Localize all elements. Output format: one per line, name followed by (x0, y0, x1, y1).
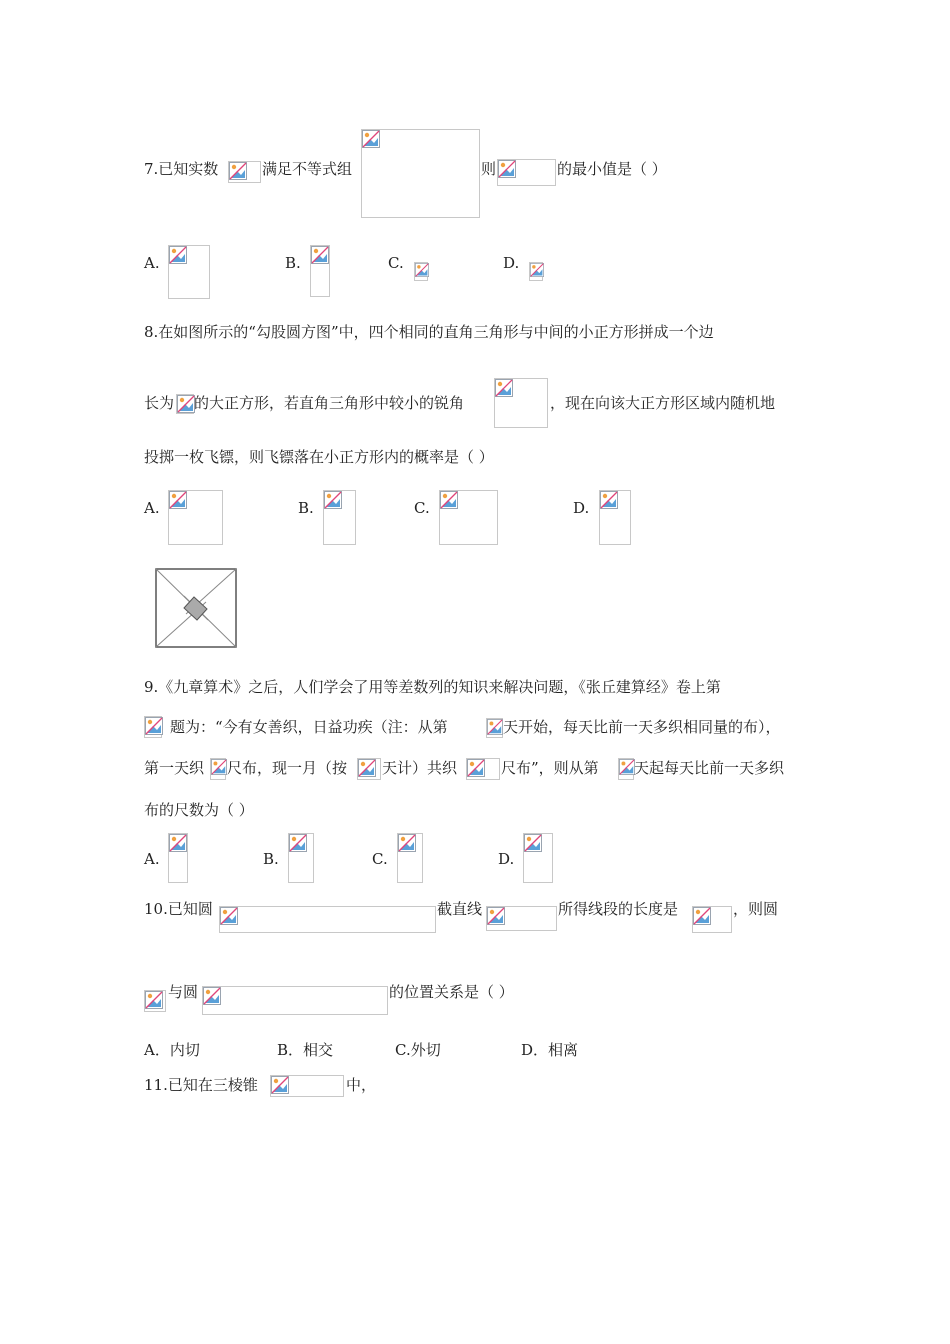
q8-line-1: 8.在如图所示的“勾股圆方图”中，四个相同的直角三角形与中间的小正方形拼成一个边 (144, 323, 714, 341)
formula-image (168, 833, 188, 883)
gougu-square-diagram (150, 566, 242, 650)
broken-image-icon (177, 395, 195, 413)
formula-image (494, 378, 548, 428)
formula-image (323, 490, 356, 545)
formula-image (219, 906, 436, 933)
q8-option-c: C. (414, 499, 430, 517)
q7-option-a: A. (144, 254, 160, 272)
q8-option-b: B. (298, 499, 314, 517)
q8-line-2a: 长为 (144, 394, 175, 412)
formula-image (210, 758, 226, 780)
q7-stem-b: 满足不等式组 (262, 160, 353, 178)
broken-image-icon (467, 759, 485, 777)
q9-line-3a: 第一天织 (144, 759, 205, 777)
q10-line-2a: 与圆 (168, 983, 199, 1001)
formula-image (270, 1075, 344, 1097)
broken-image-icon (440, 491, 458, 509)
formula-image (486, 906, 557, 931)
q8-option-d: D. (573, 499, 590, 517)
formula-image (439, 490, 498, 545)
q10-option-d: D．相离 (521, 1041, 579, 1059)
formula-image (168, 245, 210, 299)
q9-line-3c: 天计）共织 (382, 759, 458, 777)
formula-image (692, 906, 732, 933)
broken-image-icon (358, 759, 376, 777)
broken-image-icon (271, 1076, 289, 1094)
formula-image (618, 758, 634, 780)
formula-image (176, 394, 194, 414)
broken-image-icon (487, 719, 503, 735)
q8-option-a: A. (144, 499, 160, 517)
q9-line-2a: 题为：“今有女善织，日益功疾（注：从第 (170, 718, 448, 736)
formula-image (168, 490, 223, 545)
q9-line-4: 布的尺数为（ ） (144, 801, 254, 819)
formula-image (486, 718, 503, 738)
formula-image (144, 990, 166, 1012)
q11-stem-b: 中， (346, 1076, 377, 1094)
formula-image (523, 833, 553, 883)
q10-line-1d: ，则圆 (733, 900, 779, 918)
broken-image-icon (487, 907, 505, 925)
q7-stem-a: 7.已知实数 (144, 160, 219, 178)
q9-line-3b: 尺布，现一月（按 (227, 759, 348, 777)
q8-line-2c: ，现在向该大正方形区域内随机地 (550, 394, 776, 412)
q9-line-3e: 天起每天比前一天多织 (634, 759, 785, 777)
broken-image-icon (169, 491, 187, 509)
formula-image (228, 161, 261, 183)
broken-image-icon (324, 491, 342, 509)
q9-option-d: D. (498, 850, 515, 868)
q10-line-1c: 所得线段的长度是 (558, 900, 679, 918)
q7-option-c: C. (388, 254, 404, 272)
broken-image-icon (145, 991, 163, 1009)
q10-option-a: A．内切 (144, 1041, 200, 1059)
q9-option-b: B. (263, 850, 279, 868)
formula-image (361, 129, 480, 218)
broken-image-icon (145, 717, 163, 735)
q10-line-1a: 10.已知圆 (144, 900, 213, 918)
formula-image (497, 159, 556, 186)
formula-image (397, 833, 423, 883)
formula-image (144, 716, 162, 738)
broken-image-icon (203, 987, 221, 1005)
broken-image-icon (229, 162, 247, 180)
broken-image-icon (311, 246, 329, 264)
q7-option-d: D. (503, 254, 520, 272)
q10-option-b: B．相交 (277, 1041, 334, 1059)
broken-image-icon (169, 834, 187, 852)
broken-image-icon (289, 834, 307, 852)
broken-image-icon (398, 834, 416, 852)
formula-image (466, 758, 500, 780)
broken-image-icon (495, 379, 513, 397)
q7-stem-c: 则 (481, 160, 497, 178)
broken-image-icon (362, 130, 380, 148)
broken-image-icon (211, 759, 227, 775)
formula-image (599, 490, 631, 545)
broken-image-icon (619, 759, 635, 775)
broken-image-icon (530, 263, 544, 277)
q9-option-a: A. (144, 850, 160, 868)
broken-image-icon (415, 263, 429, 277)
q7-option-b: B. (285, 254, 301, 272)
broken-image-icon (498, 160, 516, 178)
broken-image-icon (600, 491, 618, 509)
q7-stem-d: 的最小值是（ ） (557, 160, 667, 178)
broken-image-icon (220, 907, 238, 925)
formula-image (288, 833, 314, 883)
q8-line-2b: 的大正方形，若直角三角形中较小的锐角 (194, 394, 465, 412)
q10-option-c: C.外切 (395, 1041, 441, 1059)
formula-image (357, 758, 381, 780)
q11-stem-a: 11.已知在三棱锥 (144, 1076, 258, 1094)
broken-image-icon (169, 246, 187, 264)
formula-image (310, 245, 330, 297)
q10-line-1b: 截直线 (437, 900, 483, 918)
q9-line-2b: 天开始，每天比前一天多织相同量的布）， (503, 718, 781, 736)
broken-image-icon (524, 834, 542, 852)
formula-image (529, 262, 543, 281)
broken-image-icon (693, 907, 711, 925)
q10-line-2b: 的位置关系是（ ） (389, 983, 514, 1001)
formula-image (414, 262, 428, 281)
q8-line-3: 投掷一枚飞镖，则飞镖落在小正方形内的概率是（ ） (144, 448, 494, 466)
q9-option-c: C. (372, 850, 388, 868)
q9-line-1: 9.《九章算术》之后，人们学会了用等差数列的知识来解决问题，《张丘建算经》卷上第 (144, 678, 721, 696)
formula-image (202, 986, 388, 1015)
q9-line-3d: 尺布”，则从第 (501, 759, 599, 777)
